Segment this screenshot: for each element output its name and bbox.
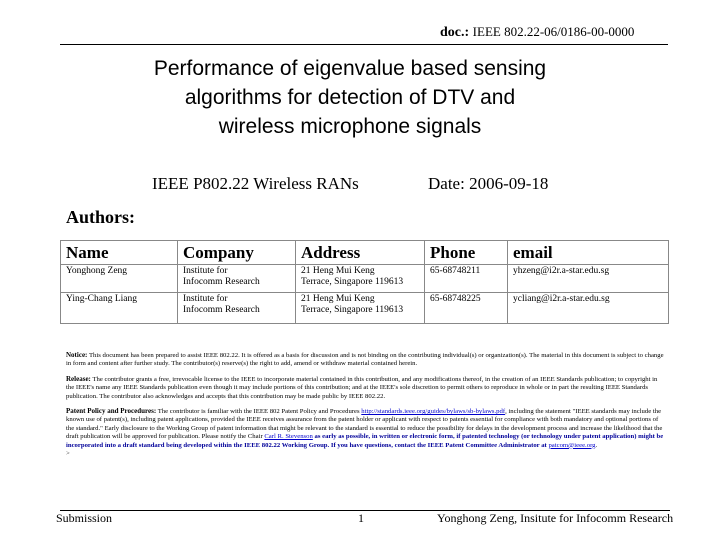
author-name: Ying-Chang Liang [61, 293, 178, 324]
authors-heading: Authors: [66, 207, 136, 227]
patent-label: Patent Policy and Procedures: [66, 407, 157, 416]
author-company [178, 265, 296, 293]
column-header-phone: Phone [425, 241, 508, 265]
date-label: Date: [428, 174, 465, 193]
slide-title [90, 54, 610, 141]
author-address [296, 293, 425, 324]
authors-table [60, 240, 669, 324]
table-row [61, 265, 669, 293]
author-email[interactable]: ycliang@i2r.a-star.edu.sg [508, 293, 669, 324]
bylaws-link[interactable]: http://standards.ieee.org/guides/bylaws/sb-bylaws.pdf [361, 408, 506, 416]
date [428, 174, 548, 194]
doc-number: IEEE 802.22-06/0186-00-0000 [472, 24, 635, 39]
page-number: 1 [358, 511, 364, 525]
legal-notes [66, 351, 666, 464]
table-row [61, 293, 669, 324]
patent-text: as early as possible, in written or electronic form, if patented technology (or technology under patent application) might be incorporated into a draft standard being developed within the IEEE 802.22 Working Group. If you have questions, contact the IEEE Patent Committee Administrator at [66, 433, 664, 449]
trailer-mark: > [66, 450, 70, 458]
company-line: Infocomm Research [183, 277, 260, 287]
header-rule [60, 44, 668, 45]
table-header-row [61, 241, 669, 265]
notice-text: This document has been prepared to assist IEEE 802.22. It is offered as a basis for discussion and is not binding on the contributing individual(s) or organization(s). The material in this document is subject to change in form and content after further study. The contributor(s) reserve(s) the right to add, amend or withdraw material contained herein. [66, 352, 664, 368]
author-company [178, 293, 296, 324]
patent-paragraph [66, 407, 666, 458]
column-header-company: Company [178, 241, 296, 265]
release-paragraph [66, 375, 666, 401]
company-line: Institute for [183, 266, 228, 276]
author-email[interactable]: yhzeng@i2r.a-star.edu.sg [508, 265, 669, 293]
author-phone: 65-68748225 [425, 293, 508, 324]
address-line: Terrace, Singapore 119613 [301, 277, 404, 287]
address-line: 21 Heng Mui Keng [301, 266, 375, 276]
document-id [440, 24, 634, 41]
release-text: The contributor grants a free, irrevocable license to the IEEE to incorporate material contained in this contribution, and any modifications thereof, in the creation of an IEEE Standards publication; to copyright in the IEEE's name any IEEE Standards publication even though it may include portions of this contribution; and at the IEEE's sole discretion to permit others to reproduce in whole or in part the resulting IEEE Standards publication. The contributor also acknowledges and accepts that this contribution may be made public by IEEE 802.22. [66, 375, 658, 400]
title-line: Performance of eigenvalue based sensing [153, 57, 547, 80]
notice-paragraph [66, 351, 666, 369]
author-phone: 65-68748211 [425, 265, 508, 293]
author-address [296, 265, 425, 293]
notice-label: Notice: [66, 351, 88, 359]
address-line: Terrace, Singapore 119613 [301, 305, 404, 315]
column-header-name: Name [61, 241, 178, 265]
company-line: Institute for [183, 294, 228, 304]
date-value: 2006-09-18 [469, 174, 549, 193]
author-name: Yonghong Zeng [61, 265, 178, 293]
title-line: wireless microphone signals [218, 115, 482, 138]
footer-author: Yonghong Zeng, Insitute for Infocomm Research [437, 511, 674, 525]
footer-submission: Submission [56, 511, 113, 525]
title-line: algorithms for detection of DTV and [184, 86, 516, 109]
patent-text: , including the statement "IEEE standards may include the known use of patent(s), including patent applications, provided the IEEE receives assurance from the patent holder or applicant with respect to patents essential for compliance with both mandatory and optional portions of the standard." Early disclosure to the Working Group of patent information that might be relevant to the standard is essential to reduce the possibility for delays in the development process and increase the likelihood that the draft publication will be approved for publication. Please notify the Chair [66, 408, 663, 441]
patent-text: . [595, 441, 598, 449]
company-line: Infocomm Research [183, 305, 260, 315]
patcom-email-link[interactable]: patcom@ieee.org [548, 441, 596, 449]
address-line: 21 Heng Mui Keng [301, 294, 375, 304]
patent-text: The contributor is familiar with the IEEE 802 Patent Policy and Procedures [157, 408, 360, 416]
release-label: Release: [66, 374, 91, 383]
doc-label: doc.: [440, 25, 470, 40]
column-header-email: email [508, 241, 669, 265]
chair-link[interactable]: Carl R. Stevenson [264, 433, 313, 441]
column-header-address: Address [296, 241, 425, 265]
working-group: IEEE P802.22 Wireless RANs [152, 174, 359, 193]
